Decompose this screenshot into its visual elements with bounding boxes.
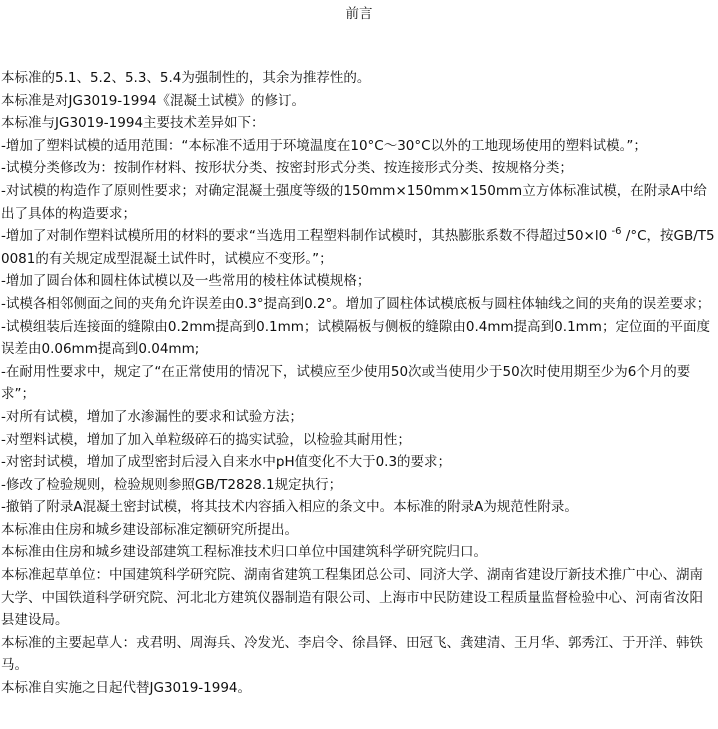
paragraph-mandatory-clauses: 本标准的5.1、5.2、5.3、5.4为强制性的，其余为推荐性的。 [1, 70, 371, 86]
paragraph-differences-intro: 本标准与JG3019-1994主要技术差异如下： [1, 115, 265, 132]
list-item: -对塑料试模，增加了加入单粒级碎石的捣实试验，以检验其耐用性； [1, 431, 411, 448]
list-item: -增加了圆台体和圆柱体试模以及一些常用的棱柱体试模规格； [1, 273, 371, 290]
list-item [1, 225, 715, 270]
list-item: -在耐用性要求中，规定了“在正常使用的情况下，试模应至少使用50次或当使用少于50次时使用期至少为6个月的要求”； [1, 363, 691, 403]
list-item: -试模分类修改为：按制作材料、按形状分类、按密封形式分类、按连接形式分类、按规格分类； [1, 160, 573, 177]
document-body [1, 67, 715, 700]
paragraph-proposer: 本标准由住房和城乡建设部标准定额研究所提出。 [1, 521, 298, 538]
paragraph-administrator: 本标准由住房和城乡建设部建筑工程标准技术归口单位中国建筑科学研究院归口。 [1, 544, 487, 561]
list-item-text: /°C，按GB/T50081的有关规定成型混凝土试件时，试模应不变形。”； [1, 228, 715, 267]
paragraph-supersedes: 本标准自实施之日起代替JG3019-1994。 [1, 680, 252, 697]
paragraph-revision-note: 本标准是对JG3019-1994《混凝土试模》的修订。 [1, 92, 306, 109]
list-item: -试模组装后连接面的缝隙由0.2mm提高到0.1mm；试模隔板与侧板的缝隙由0.4mm提高到0.1mm；定位面的平面度误差由0.06mm提高到0.04mm; [1, 318, 710, 358]
list-item: -试模各相邻侧面之间的夹角允许误差由0.3°提高到0.2°。增加了圆柱体试模底板与圆柱体轴线之间的夹角的误差要求； [1, 295, 711, 312]
list-item: -对试模的构造作了原则性要求；对确定混凝土强度等级的150mm×150mm×150mm立方体标准试模，在附录A中给出了具体的构造要求； [1, 182, 707, 222]
list-item-text: -增加了对制作塑料试模所用的材料的要求“当选用工程塑料制作试模时，其热膨胀系数不得超过50×l0 [1, 228, 612, 245]
superscript-exponent: -6 [611, 225, 622, 237]
paragraph-drafting-units: 本标准起草单位：中国建筑科学研究院、湖南省建筑工程集团总公司、同济大学、湖南省建设厅新技术推广中心、湖南大学、中国铁道科学研究院、河北北方建筑仪器制造有限公司、上海市中民防建设工程质量监督检验中心、河南省汝阳县建设局。 [1, 567, 703, 629]
list-item: -修改了检验规则，检验规则参照GB/T2828.1规定执行； [1, 476, 343, 493]
list-item: -撤销了附录A混凝土密封试模，将其技术内容插入相应的条文中。本标准的附录A为规范性附录。 [1, 499, 578, 516]
paragraph-drafters: 本标准的主要起草人：戎君明、周海兵、冷发光、李启令、徐昌铎、田冠飞、龚建清、王月华、郭秀江、于开洋、韩铁马。 [1, 634, 703, 674]
page-title: 前言 [345, 6, 373, 22]
list-item: -对所有试模，增加了水渗漏性的要求和试验方法； [1, 408, 303, 425]
list-item: -增加了塑料试模的适用范围：“本标准不适用于环境温度在10°C～30°C以外的工地现场使用的塑料试模。”； [1, 137, 647, 154]
list-item: -对密封试模，增加了成型密封后浸入自来水中pH值变化不大于0.3的要求； [1, 454, 452, 471]
